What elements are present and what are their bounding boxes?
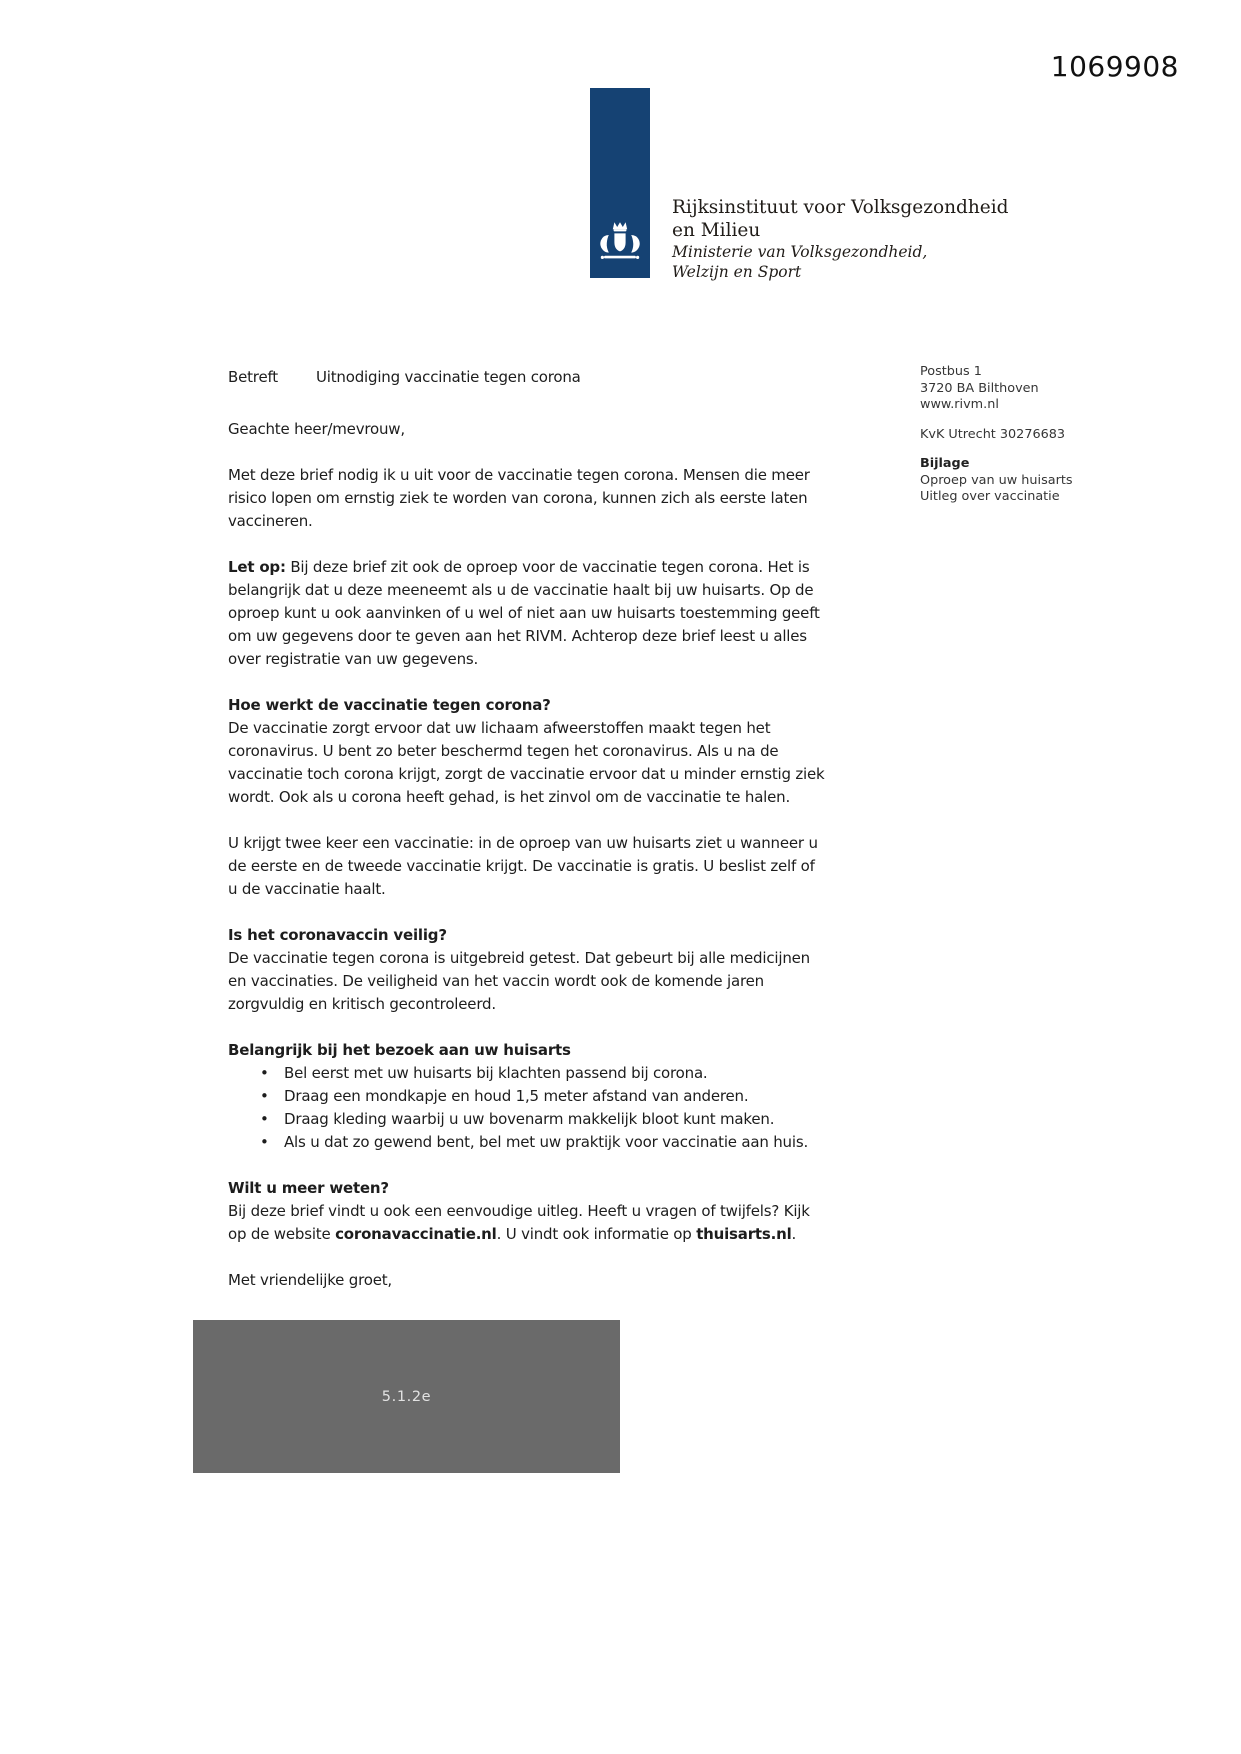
bijlage-label: Bijlage — [920, 456, 970, 471]
sidebar-kvk: KvK Utrecht 30276683 — [920, 426, 1066, 442]
sidebar-bijlage — [920, 456, 1140, 506]
ministry-line2: Welzijn en Sport — [672, 263, 802, 281]
header-org-name — [672, 196, 1008, 282]
weten-text: . — [791, 1225, 797, 1243]
dutch-coat-of-arms-icon — [596, 220, 644, 266]
document-number: 1069908 — [1050, 50, 1179, 83]
paragraph-intro: Met deze brief nodig ik u uit voor de vaccinatie tegen corona. Mensen die meer risico lopen om ernstig ziek te worden van corona, kunnen zich als eerste laten vaccineren. — [228, 466, 810, 530]
org-name-line1: Rijksinstituut voor Volksgezondheid — [672, 197, 1009, 218]
bullet-item: • Bel eerst met uw huisarts bij klachten passend bij corona. — [228, 1062, 828, 1085]
betreft-value: Uitnodiging vaccinatie tegen corona — [316, 368, 581, 386]
org-name-line2: en Milieu — [672, 220, 761, 241]
address-line: www.rivm.nl — [920, 397, 999, 412]
redaction-code: 5.1.2e — [381, 1388, 432, 1405]
salutation: Geachte heer/mevrouw, — [228, 420, 405, 438]
betreft-row — [228, 366, 828, 389]
rijksoverheid-logo-bar — [590, 88, 650, 278]
bullet-item: • Draag een mondkapje en houd 1,5 meter afstand van anderen. — [228, 1085, 828, 1108]
bullet-item: • Draag kleding waarbij u uw bovenarm makkelijk bloot kunt maken. — [228, 1108, 828, 1131]
sidebar-address — [920, 364, 1140, 414]
paragraph-hoe-werkt: De vaccinatie zorgt ervoor dat uw lichaam afweerstoffen maakt tegen het coronavirus. U bent zo beter beschermd tegen het coronavirus. Als u na de vaccinatie toch corona krijgt, zorgt de vaccinatie ervoor dat u minder ernstig ziek wordt. Ook als u corona heeft gehad, is het zinvol om de vaccinatie te halen. — [228, 719, 825, 806]
redacted-signature-block — [193, 1320, 620, 1473]
weten-text: . U vindt ook informatie op — [496, 1225, 697, 1243]
paragraph-letop — [228, 556, 828, 671]
letter-body — [228, 366, 828, 1292]
heading-meer-weten: Wilt u meer weten? — [228, 1179, 389, 1197]
bijlage-item: Uitleg over vaccinatie — [920, 489, 1060, 504]
paragraph-meer-weten — [228, 1200, 828, 1246]
paragraph-veilig: De vaccinatie tegen corona is uitgebreid getest. Dat gebeurt bij alle medicijnen en vaccinaties. De veiligheid van het vaccin wordt ook de komende jaren zorgvuldig en kritisch gecontroleerd. — [228, 949, 810, 1013]
ministry-line1: Ministerie van Volksgezondheid, — [672, 243, 928, 261]
heading-veilig: Is het coronavaccin veilig? — [228, 926, 447, 944]
weten-text: Bij deze brief vindt u ook een eenvoudige uitleg. Heeft u vragen of twijfels? Kijk op de website — [228, 1202, 810, 1243]
bullet-item: • Als u dat zo gewend bent, bel met uw praktijk voor vaccinatie aan huis. — [228, 1131, 828, 1154]
bijlage-item: Oproep van uw huisarts — [920, 472, 1073, 488]
heading-bezoek: Belangrijk bij het bezoek aan uw huisarts — [228, 1041, 571, 1059]
betreft-label: Betreft — [228, 368, 278, 386]
heading-hoe-werkt: Hoe werkt de vaccinatie tegen corona? — [228, 696, 551, 714]
paragraph-twee-keer: U krijgt twee keer een vaccinatie: in de oproep van uw huisarts ziet u wanneer u de eerste en de tweede vaccinatie krijgt. De vaccinatie is gratis. U beslist zelf of u de vaccinatie haalt. — [228, 834, 818, 898]
huisarts-bullet-list — [228, 1062, 828, 1154]
letop-bold: Let op: — [228, 558, 286, 576]
closing-greeting: Met vriendelijke groet, — [228, 1271, 392, 1289]
website-thuisarts: thuisarts.nl — [696, 1225, 792, 1243]
letop-text: Bij deze brief zit ook de oproep voor de vaccinatie tegen corona. Het is belangrijk dat u deze meeneemt als u de vaccinatie haalt bij uw huisarts. Op de oproep kunt u ook aanvinken of u wel of niet aan uw huisarts toestemming geeft om uw gegevens door te geven aan het RIVM. Achterop deze brief leest u alles over registratie van uw gegevens. — [228, 558, 820, 668]
letterhead-sidebar — [920, 364, 1140, 519]
website-coronavaccinatie: coronavaccinatie.nl — [335, 1225, 497, 1243]
address-line: Postbus 1 — [920, 364, 982, 379]
address-line: 3720 BA Bilthoven — [920, 380, 1039, 396]
